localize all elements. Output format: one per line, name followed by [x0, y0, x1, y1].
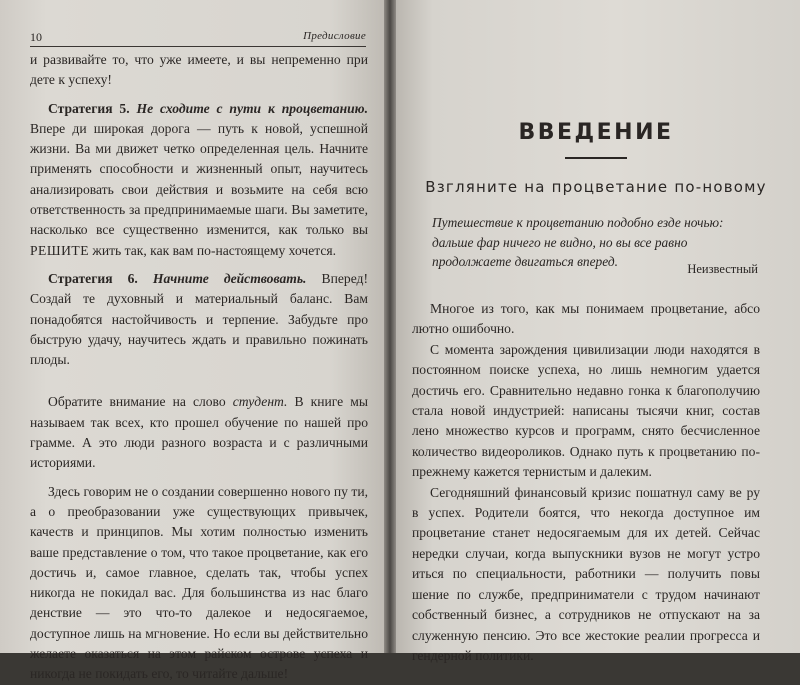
text-line: лишь на мгновение.	[93, 625, 210, 641]
text-line: лютно ошибочно.	[412, 321, 515, 337]
text-line: иться по специальности, работники — получить повы	[412, 566, 760, 582]
emphasized-word: студент.	[232, 394, 288, 410]
text-line: ди широкая дорога — путь к новой, успешной жизни. Ва	[30, 120, 368, 157]
text-line: Здесь говорим не о создании совершенно нового пу	[48, 483, 348, 499]
text-line: процветание станет недосягаемым для их детей. Сейчас	[412, 525, 760, 541]
text-line: качеств и принципов. Мы хотим полностью изменить	[30, 524, 368, 540]
text-line: Впере	[30, 120, 66, 136]
text-line: служенную пенсию. Это все жестокие реалии прогресса	[412, 627, 748, 643]
text-line: свои действия и возьмите на себя всю ответственность	[30, 181, 368, 218]
epigraph-author: Неизвестный	[687, 262, 758, 276]
title-divider	[565, 157, 627, 159]
text-line: ваше представление о том, что такое процветание, как	[30, 544, 347, 560]
right-page-body	[412, 299, 760, 666]
body-paragraph	[30, 482, 368, 685]
emphasized-caps-word: РЕШИТЕ	[30, 242, 90, 258]
text-line: научитесь ждать и правильно пожинать плоды.	[30, 331, 368, 368]
text-line: его достичь и, самое главное, сделать так, чтобы успех	[30, 544, 369, 580]
strategy-6-paragraph	[30, 269, 368, 370]
text-line: С момента зарождения цивилизации люди находятся	[430, 341, 748, 357]
text-line: стала новой индустрией: написаны тысячи книг, состав	[412, 403, 760, 419]
text-line: никогда не покидал вас. Для большинства из нас благо	[30, 585, 368, 601]
text-line: Но если вы действительно желаете	[30, 625, 368, 662]
text-line: Вперед! Создай	[30, 270, 368, 307]
text-line: Многое из того, как мы понимаем процветание, абсо	[430, 301, 760, 316]
body-paragraph	[412, 483, 760, 667]
chapter-subtitle: Взгляните на процветание по-новому	[425, 178, 767, 196]
text-line: жить	[92, 242, 122, 258]
body-paragraph	[412, 299, 760, 340]
strategy-5-paragraph	[30, 99, 368, 261]
text-line: ми движет четко определенная цель. Начните применять	[30, 141, 368, 177]
body-paragraph	[412, 340, 760, 483]
running-head	[30, 28, 366, 47]
strategy-5-label: Стратегия 5.	[48, 100, 130, 116]
text-line: оказаться на этом райском острове успеха и никогда не	[30, 646, 368, 682]
text-line: за предпринимаемые шаги. Вы заметите, насколько все	[30, 202, 368, 238]
text-line: Обратите внимание на слово	[48, 394, 226, 410]
strategy-5-title: Не сходите с пути к процветанию.	[136, 100, 369, 116]
text-line: Сегодняшний финансовый кризис пошатнул саму ве	[430, 484, 742, 500]
text-line: денствие — это что-то далекое и недосягаемое, доступное	[30, 605, 368, 641]
text-line: ру в успех. Родители боятся, что некогда доступное им	[412, 484, 760, 521]
text-line: нередки случаи, когда выпускники вузов не могут устро	[412, 545, 760, 561]
student-note-paragraph	[30, 392, 368, 473]
chapter-title: ВВЕДЕНИЕ	[518, 120, 674, 145]
text-line: собственный бизнес, а сотрудников не отпускают на за	[412, 607, 760, 623]
paragraph-continuation	[30, 50, 368, 91]
text-line: покидать его, то читайте дальше!	[95, 666, 289, 682]
text-line: ти, а о преобразовании уже существующих привычек,	[30, 483, 368, 519]
text-line: историями.	[30, 455, 96, 471]
epigraph-line: ночью: дальше фар ничего не видно, но вы все	[432, 215, 724, 250]
text-line: количество видеороликов. Однако путь к процветанию	[412, 443, 737, 459]
epigraph-line: равно продолжаете двигаться вперед.	[432, 234, 688, 269]
epigraph-line: Путешествие к процветанию подобно езде	[432, 215, 681, 230]
text-line: и гендерной политики.	[412, 627, 760, 663]
left-page-body	[30, 50, 368, 685]
text-line: грамме. А это люди разного возраста и с различными	[30, 435, 368, 451]
section-head: Предисловие	[303, 30, 366, 42]
text-line: по-прежнему кажется тернистым и далеким.	[412, 443, 760, 480]
text-line: и развивайте то, что уже имеете, и вы непременно при	[30, 52, 368, 67]
strategy-6-label: Стратегия 6.	[48, 270, 138, 286]
text-line: так, как вам по-настоящему хочется.	[124, 242, 337, 258]
text-line: достичь его. Сравнительно недавно гонка к благополучию	[412, 382, 760, 398]
text-line: дете к успеху!	[30, 72, 112, 88]
text-line: способности и жизненный опыт, научитесь анализировать	[30, 161, 368, 197]
text-line: лено множество курсов и программ, снято бесчисленное	[412, 423, 760, 439]
text-line: существенно изменится, как только вы	[123, 222, 368, 238]
text-line: те духовный и материальный баланс. Вам понадобятся	[30, 291, 369, 327]
strategy-6-title: Начните действовать.	[152, 270, 307, 286]
book-gutter	[384, 0, 396, 653]
text-line: шение по службе, предприниматели с трудом начинают	[412, 586, 760, 602]
page-number: 10	[30, 30, 42, 44]
text-line: В книге мы	[294, 394, 368, 410]
text-line: настойчивость и терпение. Забудьте про быструю удачу,	[30, 311, 368, 347]
text-line: называем так всех, кто прошел обучение по нашей про	[30, 414, 368, 430]
text-line: в постоянном поиске успеха, но лишь немногим удается	[412, 341, 760, 378]
